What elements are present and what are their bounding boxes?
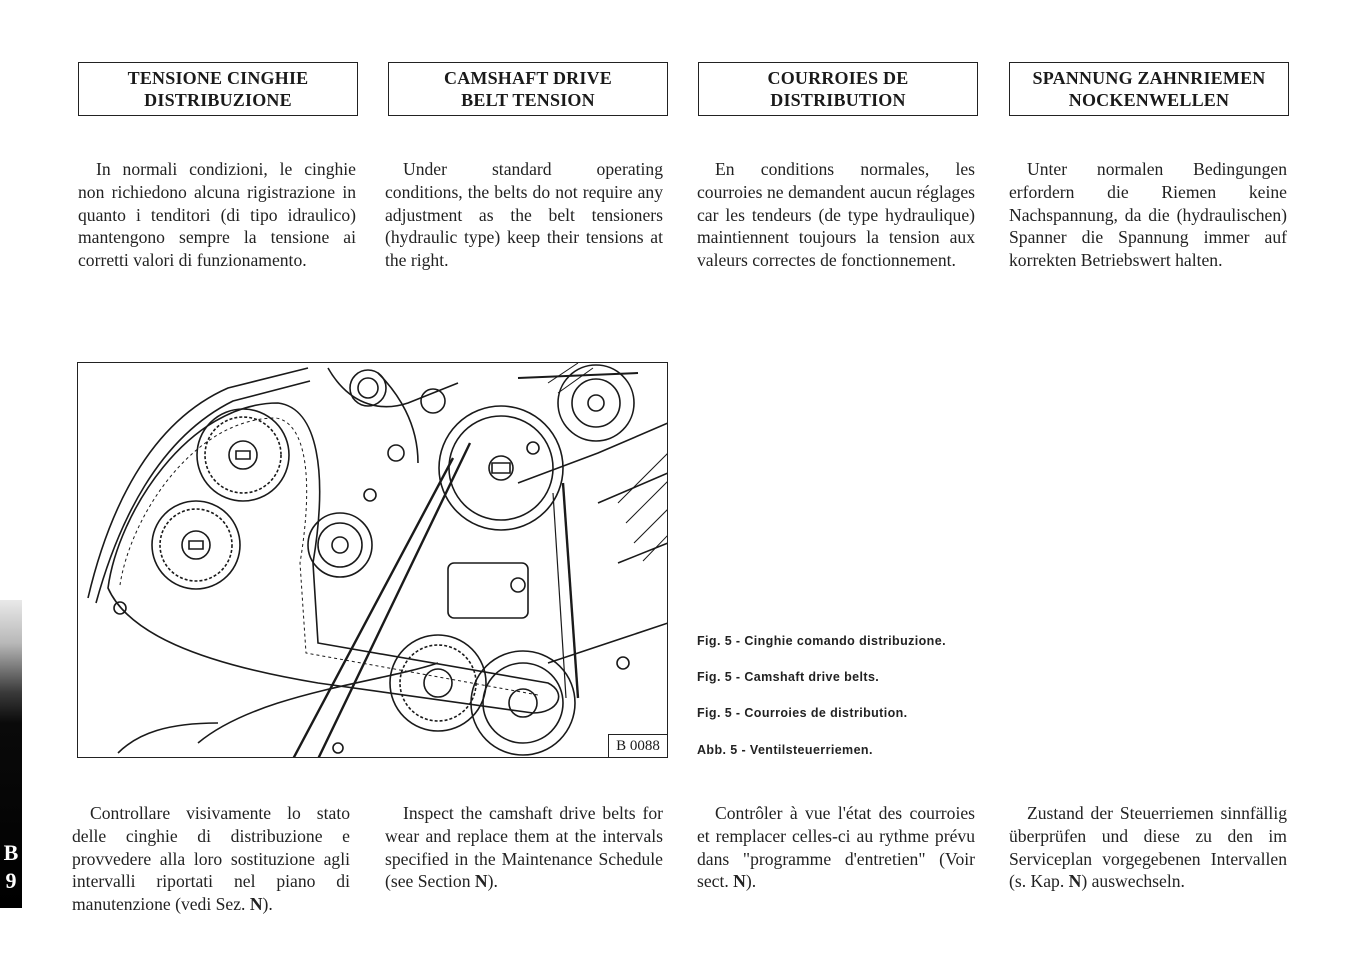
header-line2: DISTRIBUTION <box>770 90 906 110</box>
belt-drive-figure <box>77 362 668 758</box>
header-french <box>698 62 978 116</box>
belt-drive-illustration <box>78 363 668 758</box>
header-line1: COURROIES DE <box>767 68 909 88</box>
section-tab-letter: B <box>3 840 19 865</box>
header-line2: DISTRIBUZIONE <box>144 90 292 110</box>
caption-italian: Fig. 5 - Cinghie comando distribuzione. <box>697 634 946 648</box>
figure-code: B 0088 <box>608 734 667 757</box>
header-line2: BELT TENSION <box>461 90 595 110</box>
header-line2: NOCKENWELLEN <box>1068 90 1230 110</box>
section-tab-number: 9 <box>5 868 17 893</box>
paragraph-english-top: Under standard operating conditions, the belts do not require any adjustment as the belt tensioners (hydraulic type) keep their tensions at the right. <box>385 159 663 271</box>
header-english <box>388 62 668 116</box>
caption-french: Fig. 5 - Courroies de distribution. <box>697 706 908 720</box>
section-ref: N <box>1068 871 1082 892</box>
paragraph-english-bottom: Inspect the camshaft drive belts for wear and replace them at the intervals specified in the Maintenance Schedule (see Section N). <box>385 803 663 892</box>
paragraph-italian-bottom: Controllare visivamente lo stato delle cinghie di distribuzione e provvedere alla loro sostituzione agli intervalli riportati nel piano di manutenzione (vedi Sez. N). <box>72 803 350 915</box>
header-line1: TENSIONE CINGHIE <box>127 68 309 88</box>
header-italian <box>78 62 358 116</box>
paragraph-german-bottom: Zustand der Steuerriemen sinnfällig überprüfen und diese zu den im Serviceplan vorgegebenen Intervallen (s. Kap. N) auswechseln. <box>1009 803 1287 892</box>
paragraph-french-top: En conditions normales, les courroies ne demandent aucun réglages car les tendeurs (de type hydraulique) maintiennent toujours la tension aux valeurs correctes de fonctionnement. <box>697 159 975 271</box>
header-german <box>1009 62 1289 116</box>
section-ref: N <box>474 871 488 892</box>
header-line1: CAMSHAFT DRIVE <box>444 68 612 88</box>
paragraph-german-top: Unter normalen Bedingungen erfordern die Riemen keine Nachspannung, da die (hydraulischen) Spanner die Spannung immer auf korrekten Betriebswert halten. <box>1009 159 1287 271</box>
section-tab <box>0 600 22 908</box>
caption-german: Abb. 5 - Ventilsteuerriemen. <box>697 743 873 757</box>
section-ref: N <box>733 871 746 892</box>
header-line1: SPANNUNG ZAHNRIEMEN <box>1032 68 1266 88</box>
paragraph-italian-top: In normali condizioni, le cinghie non richiedono alcuna rigistrazione in quanto i tenditori (di tipo idraulico) mantengono sempre la tensione ai corretti valori di funzionamento. <box>78 159 356 271</box>
paragraph-french-bottom: Contrôler à vue l'état des courroies et remplacer celles-ci au rythme prévu dans "programme d'entretien" (Voir sect. N). <box>697 803 975 892</box>
section-ref: N <box>249 894 263 915</box>
caption-english: Fig. 5 - Camshaft drive belts. <box>697 670 880 684</box>
